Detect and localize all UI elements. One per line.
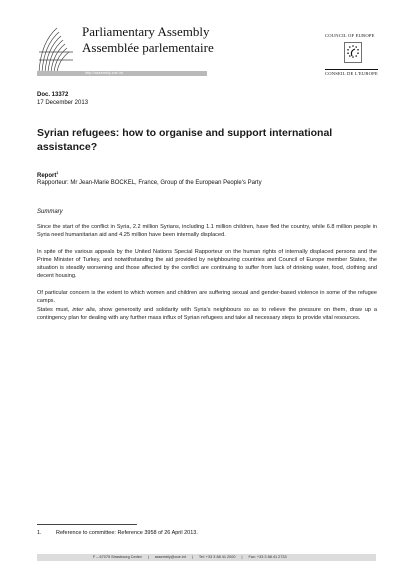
summary-paragraph-1: Since the start of the conflict in Syria, 2.2 million Syrians, including 1.1 million children, have fled the country, while 6.8 million people in Syria need humanitarian aid and 4.25 million have been internally displaced. <box>37 224 377 238</box>
report-label <box>37 171 58 179</box>
footer-email[interactable]: assembly@coe.int <box>154 555 186 559</box>
assembly-title-en: Parliamentary Assembly <box>82 24 210 39</box>
footnote-text: Reference to committee: Reference 3958 of 26 April 2013. <box>56 530 198 536</box>
coe-name-en: COUNCIL OF EUROPE <box>325 33 375 38</box>
footer-separator: | <box>191 555 193 559</box>
footer-tel: Tel: +33 3 88 41 2000 <box>198 555 236 559</box>
footnote-ref[interactable]: 1 <box>56 171 59 175</box>
footer-separator: | <box>241 555 243 559</box>
doc-date: 17 December 2013 <box>37 100 89 106</box>
p4-text-after: , show generosity and solidarity with Syria's neighbours so as to relieve the pressure on them, draw up a contingency plan for dealing with any further mass influx of Syrian refugees and take all necessary steps to provide vital resources. <box>37 307 377 321</box>
rapporteur-line: Rapporteur: Mr Jean-Marie BOCKEL, France, Group of the European People's Party <box>37 180 262 186</box>
footer-fax: Fax: +33 3 88 41 2733 <box>248 555 287 559</box>
footnote-number: 1. <box>37 530 42 536</box>
footer-contact <box>90 555 290 560</box>
assembly-url: http://assembly.coe.int <box>85 71 124 75</box>
p4-italic: inter alia <box>72 307 95 313</box>
assembly-title-fr: Assemblée parlementaire <box>82 40 214 55</box>
coe-name-fr: CONSEIL DE L'EUROPE <box>325 70 378 76</box>
footer-address: F – 67075 Strasbourg Cedex <box>93 555 142 559</box>
doc-number: Doc. 13372 <box>37 92 69 98</box>
summary-paragraph-2: In spite of the various appeals by the United Nations Special Rapporteur on the human rights of internally displaced persons and the Prime Minister of Turkey, and notwithstanding the aid provided by neighbouring countries and Council of Europe member States, the situation is steadily worsening and those affected by the conflict are continuing to suffer from lack of drinking water, food, clothing and decent housing. <box>37 249 377 279</box>
summary-paragraph-4 <box>37 306 377 322</box>
assembly-logo-icon <box>37 22 75 74</box>
p4-text-before: States must, <box>37 307 73 313</box>
report-label-text: Report <box>37 173 57 179</box>
summary-heading: Summary <box>37 209 63 215</box>
summary-paragraph-3: Of particular concern is the extent to which women and children are suffering sexual and gender-based violence in some of the refugee camps. <box>37 290 377 304</box>
document-title: Syrian refugees: how to organise and support international assistance? <box>37 127 333 153</box>
council-of-europe-emblem-icon <box>344 42 362 63</box>
footnote-divider <box>37 524 137 525</box>
footer-separator: | <box>147 555 149 559</box>
